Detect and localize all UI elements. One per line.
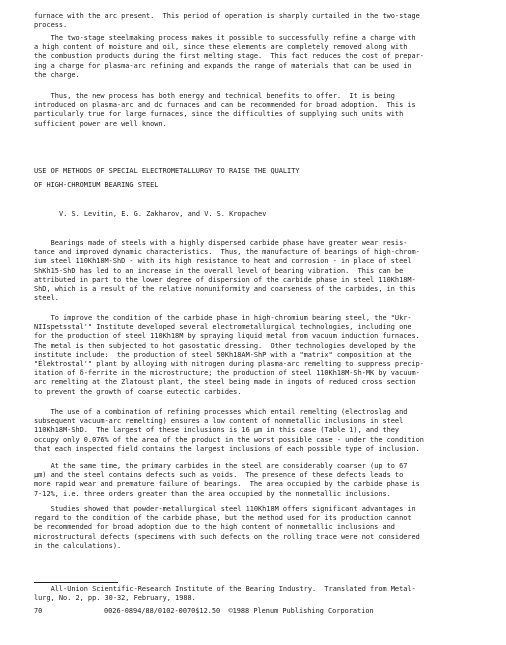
two-stage-paragraph: The two-stage steelmaking process makes it possible to successfully refine a charge with a high content of moisture and oil, since these elements are completely removed along with the combustion products during the first melting stage. This fact reduces the cost of prepar- ing a charge for plasma-arc refining and expands the range of materials that can be used in the charge. xyxy=(34,34,424,79)
body-paragraph-technologies: To improve the condition of the carbide phase in high-chromium bearing steel, the "Ukr- NIIspetsstal'" Institute developed several electrometallurgical technologies, including one for the production of steel 110Kh18M by spraying liquid metal from vacuum induction furnaces. The metal is then subjected to hot gasostatic dressing. Other technologies developed by the institute include: the production of steel 50Kh18AM-ShP with a "matrix" composition at the "Élektrostal'" plant by alloying with nitrogen during plasma-arc remelting to suppress precip- itation of δ-ferrite in the microstructure; the production of steel 110Kh18M-Sh-MK by vacuum- arc remelting at the Zlatoust plant, the steel being made in ingots of reduced cross section to prevent the growth of coarse eutectic carbides. xyxy=(34,314,424,396)
body-paragraph-refining: The use of a combination of refining processes which entail remelting (electroslag and subsequent vacuum-arc remelting) ensures a low content of nonmetallic inclusions in steel 110Kh18M-ShD. The largest of these inclusions is 16 μm in this case (Table 1), and they occupy only 0.076% of the area of the product in the worst possible case - under the condition that each inspected field contains the largest inclusions of each possible type of inclusion. xyxy=(34,408,424,453)
body-paragraph-powder-steel: Studies showed that powder-metallurgical steel 110Kh18M offers significant advantages in regard to the condition of the carbide phase, but the method used for its production cannot be recommended for broad adoption due to the high content of nonmetallic inclusions and microstructural defects (specimens with such defects on the rolling trace were not considered in the calculations). xyxy=(34,505,420,550)
intro-paragraph-continuation: furnace with the arc present. This period of operation is sharply curtailed in the two-stage process. xyxy=(34,12,420,30)
body-paragraph-carbides: At the same time, the primary carbides in the steel are considerably coarser (up to 67 μm) and the steel contains defects such as voids. The presence of these defects leads to more rapid wear and premature failure of bearings. The area occupied by the carbide phase is 7-12%, i.e. three orders greater than the area occupied by the nonmetallic inclusions. xyxy=(34,462,420,498)
publication-citation: 0026-0894/88/0102-0070$12.50 ©1988 Plenum Publishing Corporation xyxy=(104,607,374,615)
benefits-paragraph: Thus, the new process has both energy and technical benefits to offer. It is being introduced on plasma-arc and dc furnaces and can be recommended for broad adoption. This is particularly true for large furnaces, since the difficulties of supplying such units with sufficient power are well known. xyxy=(34,92,416,128)
article-title-line-1: USE OF METHODS OF SPECIAL ELECTROMETALLURGY TO RAISE THE QUALITY xyxy=(34,167,300,175)
footnote-institute: All-Union Scientific-Research Institute of the Bearing Industry. Translated from Metal- lurg, No. 2, pp. 30-32, February, 1988. xyxy=(34,585,416,603)
page-number: 70 xyxy=(34,607,43,615)
article-title-line-2: OF HIGH-CHROMIUM BEARING STEEL xyxy=(34,181,159,189)
body-paragraph-bearings: Bearings made of steels with a highly dispersed carbide phase have greater wear resis- tance and improved dynamic characteristics. Thus, the manufacture of bearings of high-chrom- ium steel 110Kh18M-ShD - with its high resistance to heat and corrosion - in place of steel ShKh15-ShD has led to an increase in the overall level of bearing vibration. This can be attributed in part to the lower degree of dispersion of the carbide phase in steel 110Kh18M- ShD, which is a result of the relative nonuniformity and coarseness of the carbides, in this steel. xyxy=(34,239,420,303)
footnote-divider xyxy=(34,582,118,583)
article-authors: V. S. Levitin, E. G. Zakharov, and V. S. Kropachev xyxy=(59,210,267,218)
